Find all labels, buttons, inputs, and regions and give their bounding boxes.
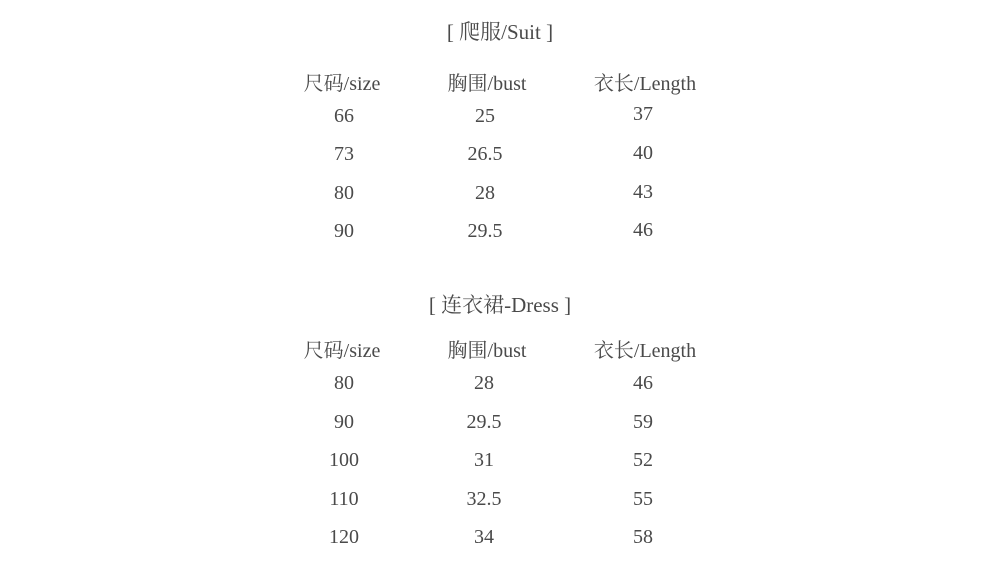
suit-length-cell: 40 (633, 142, 653, 164)
dress-size-cell: 100 (329, 449, 359, 471)
suit-length-cell: 37 (633, 103, 653, 125)
suit-size-cell: 90 (334, 220, 354, 242)
suit-size-cell: 80 (334, 182, 354, 204)
suit-length-cell: 43 (633, 181, 653, 203)
suit-header-bust: 胸围/bust (447, 73, 527, 95)
dress-bust-cell: 34 (474, 526, 494, 548)
dress-length-cell: 55 (633, 488, 653, 510)
suit-bust-cell: 26.5 (467, 143, 503, 165)
suit-length-cell: 46 (633, 219, 653, 241)
dress-length-cell: 52 (633, 449, 653, 471)
suit-header-size: 尺码/size (303, 73, 381, 95)
dress-header-size: 尺码/size (303, 340, 381, 362)
dress-length-cell: 58 (633, 526, 653, 548)
suit-size-cell: 73 (334, 143, 354, 165)
dress-length-cell: 46 (633, 372, 653, 394)
dress-bust-cell: 31 (474, 449, 494, 471)
dress-bust-cell: 29.5 (466, 411, 502, 433)
dress-size-cell: 90 (334, 411, 354, 433)
suit-bust-cell: 25 (475, 105, 495, 127)
suit-section-title: [ 爬服/Suit ] (446, 20, 554, 44)
dress-section-title: [ 连衣裙-Dress ] (428, 293, 572, 317)
dress-header-bust: 胸围/bust (447, 340, 527, 362)
dress-bust-cell: 28 (474, 372, 494, 394)
suit-bust-cell: 29.5 (467, 220, 503, 242)
suit-size-cell: 66 (334, 105, 354, 127)
dress-size-cell: 110 (329, 488, 359, 510)
dress-size-cell: 120 (329, 526, 359, 548)
dress-size-cell: 80 (334, 372, 354, 394)
dress-header-length: 衣长/Length (593, 340, 697, 362)
dress-length-cell: 59 (633, 411, 653, 433)
suit-header-length: 衣长/Length (593, 73, 697, 95)
dress-bust-cell: 32.5 (466, 488, 502, 510)
suit-bust-cell: 28 (475, 182, 495, 204)
